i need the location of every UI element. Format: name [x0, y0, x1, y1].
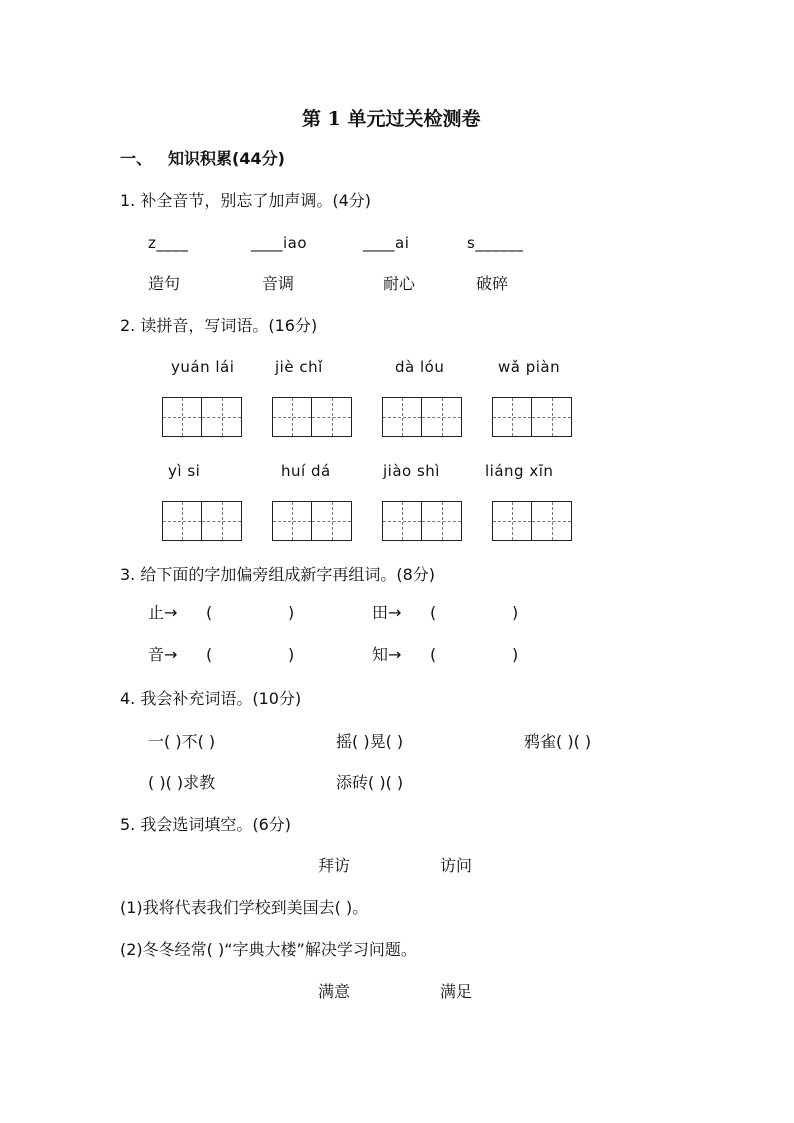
writing-grid[interactable] [382, 501, 462, 541]
writing-grid[interactable] [162, 397, 242, 437]
q1-word: 破碎 [476, 274, 509, 293]
q1-word: 耐心 [383, 274, 416, 293]
q4-prompt: 4. 我会补充词语。(10分) [120, 689, 302, 708]
q2-pinyin: huí dá [281, 462, 331, 480]
q5-sentence: (2)冬冬经常( )“字典大楼”解决学习问题。 [120, 940, 417, 959]
q1-blank: ____iao [251, 234, 308, 252]
open-paren: ( [206, 603, 213, 622]
writing-grid[interactable] [272, 397, 352, 437]
q5-prompt: 5. 我会选词填空。(6分) [120, 815, 292, 834]
q3-item: 知→ [372, 645, 402, 664]
section-number: 一、 [120, 149, 153, 168]
writing-grid[interactable] [272, 501, 352, 541]
q4-idiom: 摇( )晃( ) [336, 732, 404, 751]
q2-pinyin: jiào shì [383, 462, 440, 480]
open-paren: ( [430, 603, 437, 622]
q3-item: 田→ [372, 603, 402, 622]
section-title: 知识积累(44分) [168, 149, 285, 168]
writing-grid[interactable] [382, 397, 462, 437]
close-paren: ) [512, 603, 519, 622]
open-paren: ( [430, 645, 437, 664]
q1-blank: s______ [467, 234, 524, 252]
q1-word: 造句 [148, 274, 181, 293]
q2-prompt: 2. 读拼音，写词语。(16分) [120, 316, 318, 335]
q4-idiom: 添砖( )( ) [336, 773, 404, 792]
q2-pinyin: liáng xīn [485, 462, 554, 480]
q5-choice: 满足 [440, 982, 473, 1001]
q3-item: 音→ [148, 645, 178, 664]
q2-pinyin: dà lóu [395, 358, 445, 376]
close-paren: ) [288, 603, 295, 622]
close-paren: ) [512, 645, 519, 664]
q3-item: 止→ [148, 603, 178, 622]
q5-choice: 满意 [318, 982, 351, 1001]
open-paren: ( [206, 645, 213, 664]
q4-idiom: 鸦雀( )( ) [524, 732, 592, 751]
q1-word: 音调 [262, 274, 295, 293]
close-paren: ) [288, 645, 295, 664]
q4-idiom: 一( )不( ) [148, 732, 216, 751]
page-title: 第 1 单元过关检测卷 [302, 108, 481, 130]
q1-prompt: 1. 补全音节，别忘了加声调。(4分) [120, 191, 372, 210]
q5-sentence: (1)我将代表我们学校到美国去( )。 [120, 898, 369, 917]
q5-choice: 拜访 [318, 856, 351, 875]
q2-pinyin: wǎ piàn [498, 358, 561, 376]
q1-blank: ____ai [363, 234, 410, 252]
writing-grid[interactable] [492, 501, 572, 541]
q2-pinyin: jiè chǐ [275, 358, 323, 376]
q3-prompt: 3. 给下面的字加偏旁组成新字再组词。(8分) [120, 565, 436, 584]
q4-idiom: ( )( )求教 [148, 773, 216, 792]
q2-pinyin: yì si [168, 462, 201, 480]
writing-grid[interactable] [162, 501, 242, 541]
q2-pinyin: yuán lái [171, 358, 235, 376]
q5-choice: 访问 [440, 856, 473, 875]
q1-blank: z____ [148, 234, 189, 252]
writing-grid[interactable] [492, 397, 572, 437]
